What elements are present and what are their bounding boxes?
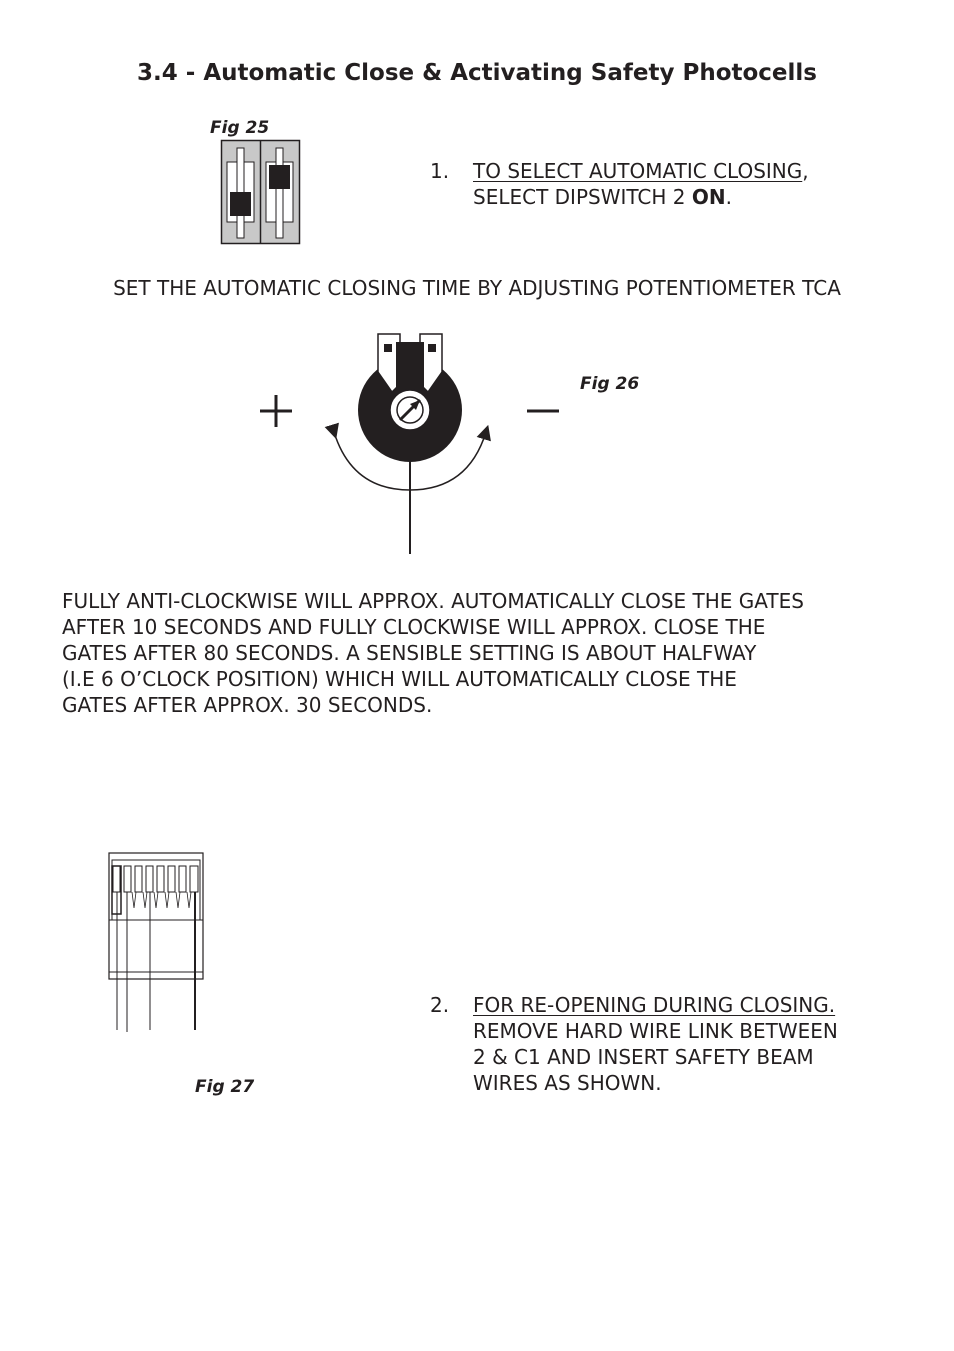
description-paragraph xyxy=(62,588,902,718)
step-2 xyxy=(430,992,900,1096)
adjuster-knob-icon xyxy=(390,390,430,430)
step-1-on-text: ON xyxy=(691,185,726,209)
step-1-heading: TO SELECT AUTOMATIC CLOSING xyxy=(473,159,803,183)
plus-icon xyxy=(260,395,292,427)
step-1-heading-suffix: , xyxy=(802,159,809,183)
step-1 xyxy=(430,158,900,210)
step-1-number: 1. xyxy=(430,159,450,183)
paragraph-line: GATES AFTER 80 SECONDS. A SENSIBLE SETTING IS ABOUT HALFWAY xyxy=(62,641,757,665)
paragraph-line: (I.E 6 O’CLOCK POSITION) WHICH WILL AUTOMATICALLY CLOSE THE xyxy=(62,667,737,691)
paragraph-line: AFTER 10 SECONDS AND FULLY CLOCKWISE WILL APPROX. CLOSE THE xyxy=(62,615,766,639)
fig26-label: Fig 26 xyxy=(580,374,640,394)
step-2-heading: FOR RE-OPENING DURING CLOSING. xyxy=(473,993,836,1017)
potentiometer-figure xyxy=(0,320,954,560)
terminal-block-figure xyxy=(108,852,208,1037)
paragraph-line: FULLY ANTI-CLOCKWISE WILL APPROX. AUTOMATICALLY CLOSE THE GATES xyxy=(62,589,804,613)
instruction-text: SET THE AUTOMATIC CLOSING TIME BY ADJUSTING POTENTIOMETER TCA xyxy=(113,276,841,300)
step-2-number: 2. xyxy=(430,993,450,1017)
step-2-line: REMOVE HARD WIRE LINK BETWEEN xyxy=(473,1019,838,1043)
paragraph-line: GATES AFTER APPROX. 30 SECONDS. xyxy=(62,693,433,717)
fig25-label: Fig 25 xyxy=(210,118,270,138)
fig27-label: Fig 27 xyxy=(195,1077,255,1097)
step-1-line2: SELECT DIPSWITCH 2 xyxy=(473,185,692,209)
page-title: 3.4 - Automatic Close & Activating Safety Photocells xyxy=(137,60,817,86)
step-2-line: 2 & C1 AND INSERT SAFETY BEAM xyxy=(473,1045,814,1069)
dipswitch-figure xyxy=(221,140,301,246)
step-2-line: WIRES AS SHOWN. xyxy=(473,1071,662,1095)
step-1-line2-suffix: . xyxy=(725,185,732,209)
